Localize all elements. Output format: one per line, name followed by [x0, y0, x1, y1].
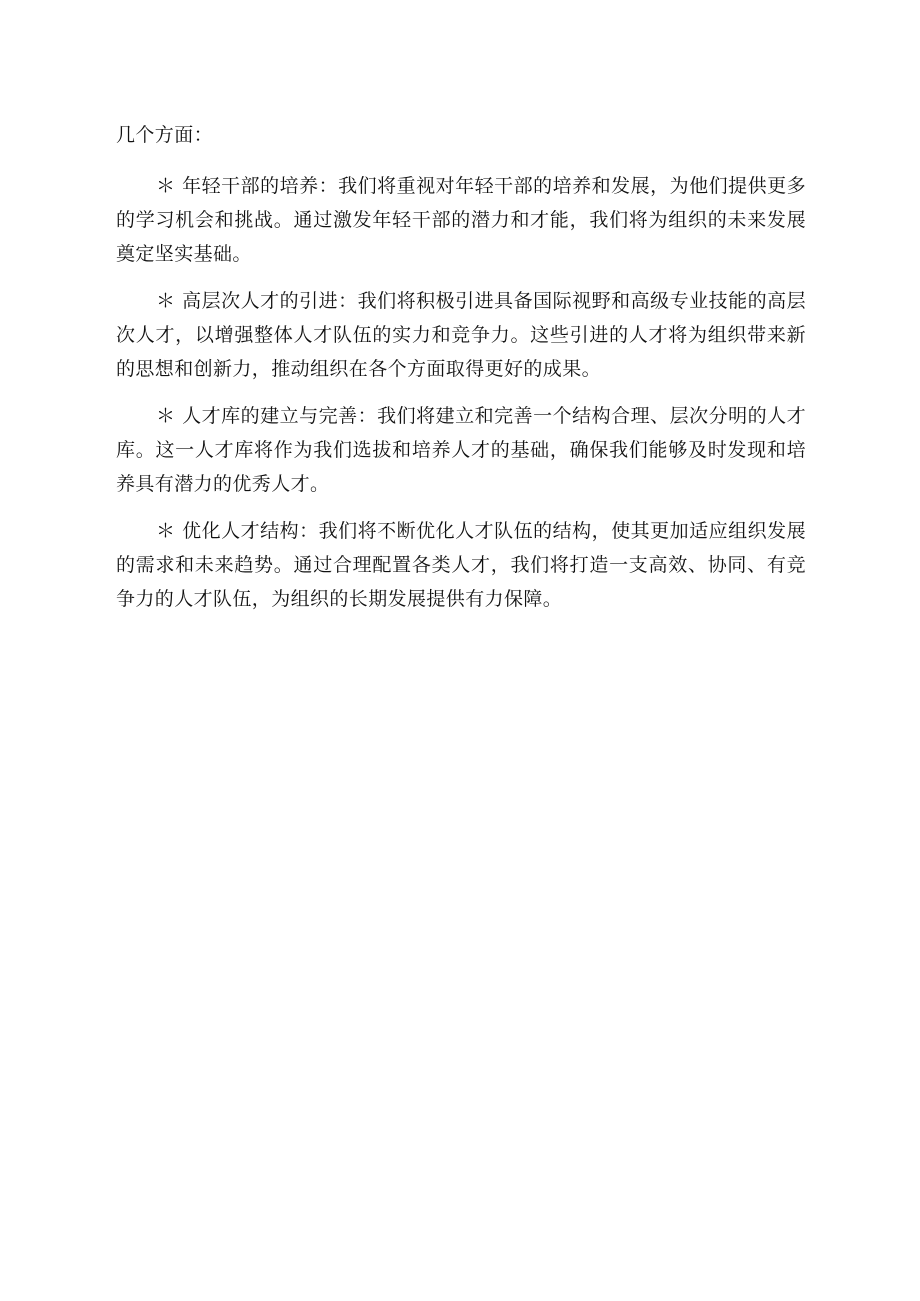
list-item-text: 年轻干部的培养：我们将重视对年轻干部的培养和发展，为他们提供更多的学习机会和挑战。通过激发年轻干部的潜力和才能，我们将为组织的未来发展奠定坚实基础。 [116, 175, 806, 265]
document-body [116, 118, 806, 629]
list-item [116, 514, 806, 616]
asterisk-bullet-icon: ＊ [156, 175, 176, 197]
list-item [116, 169, 806, 271]
list-item-text: 优化人才结构：我们将不断优化人才队伍的结构，使其更加适应组织发展的需求和未来趋势。通过合理配置各类人才，我们将打造一支高效、协同、有竞争力的人才队伍，为组织的长期发展提供有力保障。 [116, 520, 806, 610]
intro-text: 几个方面： [116, 124, 214, 146]
asterisk-bullet-icon: ＊ [156, 520, 176, 542]
list-item-text: 人才库的建立与完善：我们将建立和完善一个结构合理、层次分明的人才库。这一人才库将作为我们选拔和培养人才的基础，确保我们能够及时发现和培养具有潜力的优秀人才。 [116, 405, 806, 495]
list-item [116, 399, 806, 501]
list-item-text: 高层次人才的引进：我们将积极引进具备国际视野和高级专业技能的高层次人才，以增强整体人才队伍的实力和竞争力。这些引进的人才将为组织带来新的思想和创新力，推动组织在各个方面取得更好的成果。 [116, 290, 806, 380]
asterisk-bullet-icon: ＊ [156, 290, 176, 312]
list-item [116, 284, 806, 386]
asterisk-bullet-icon: ＊ [156, 405, 176, 427]
